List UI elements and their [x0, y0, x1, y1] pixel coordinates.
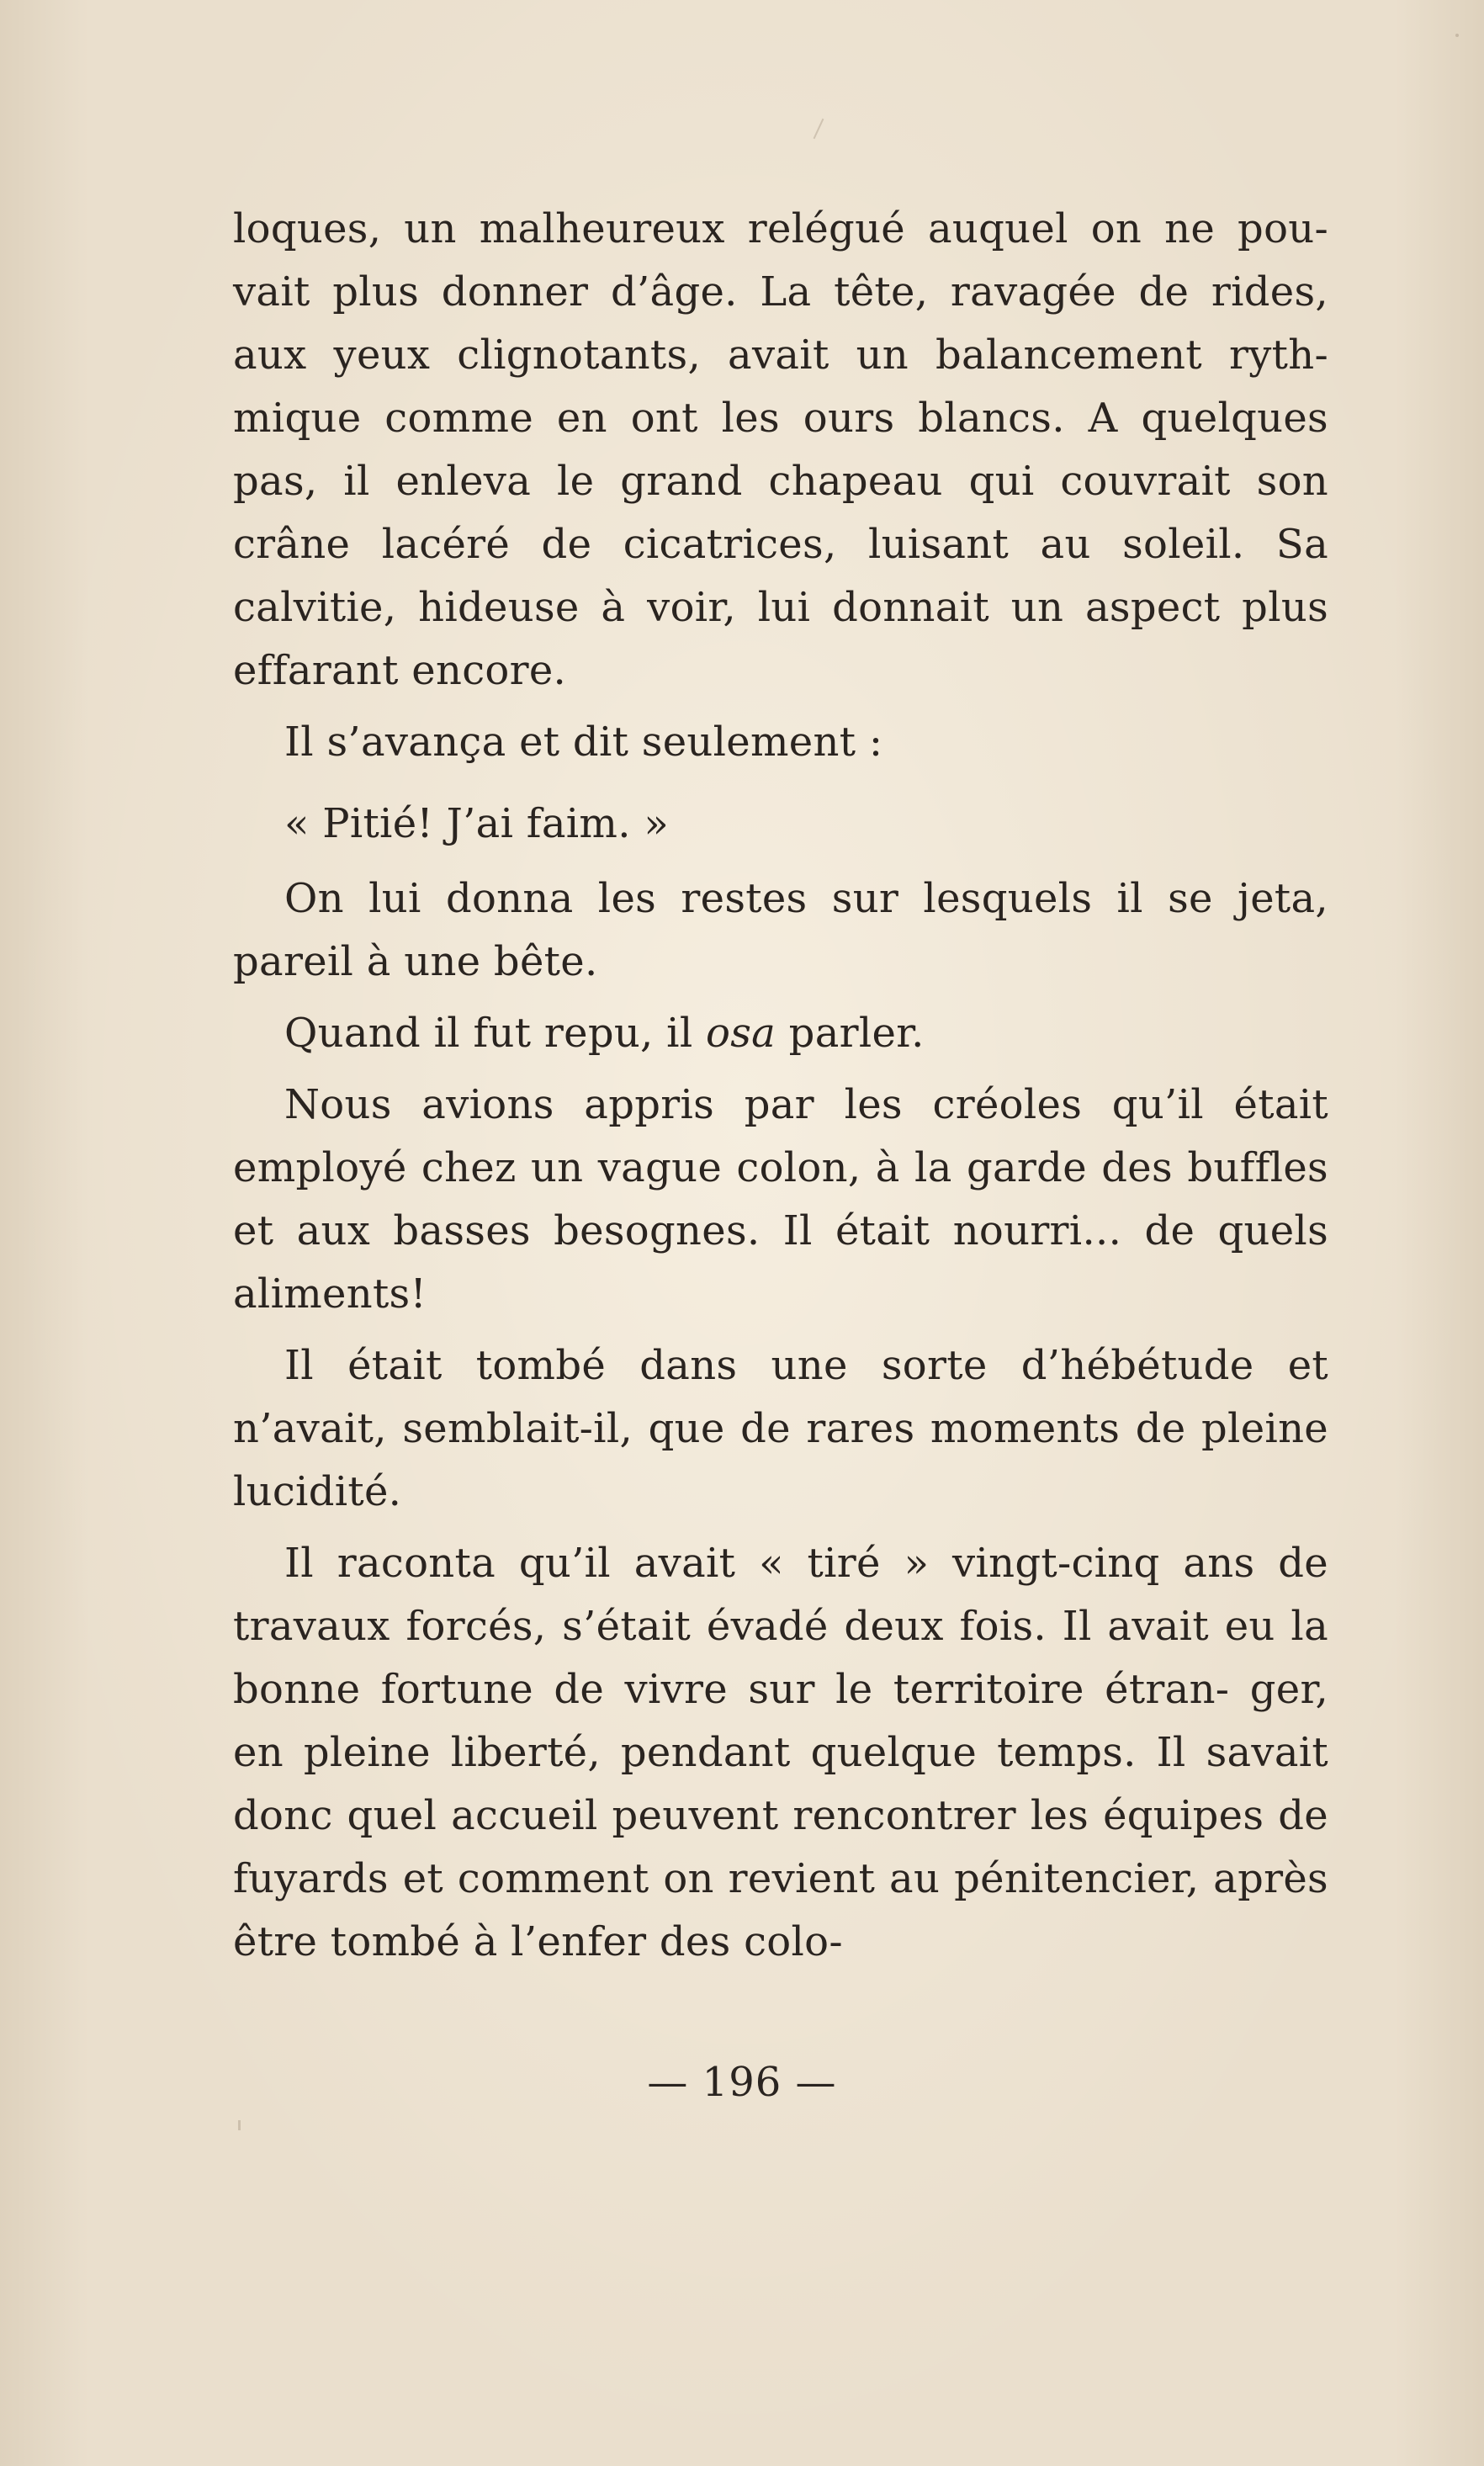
paper-speck	[1455, 34, 1459, 37]
quoted-speech	[233, 793, 1328, 856]
text-line: On lui donna les restes sur lesquels il se jeta,	[284, 875, 1328, 922]
paragraph-1	[233, 198, 1328, 703]
text-run: parler.	[776, 1010, 925, 1057]
paper-speck	[238, 2120, 241, 2130]
page-number: — 196 —	[647, 2059, 837, 2106]
text-line: crâne lacéré de cicatrices, luisant au soleil. Sa	[233, 521, 1328, 568]
text-line: vait plus donner d’âge. La tête, ravagée de rides,	[233, 268, 1328, 316]
text-line: effarant encore.	[233, 647, 567, 694]
text-line: travaux forcés, s’était évadé deux fois. Il avait eu	[233, 1603, 1275, 1650]
paragraph-4	[233, 867, 1328, 994]
text-line: employé chez un vague colon, à la garde des	[233, 1144, 1173, 1191]
text-line: Nous avions appris par les créoles qu’il était	[284, 1081, 1328, 1128]
paragraph-5	[233, 1002, 1328, 1065]
text-line: pas, il enleva le grand chapeau qui couvrait son	[233, 458, 1328, 505]
text-line: Il était tombé dans une sorte d’hébétude et	[284, 1342, 1328, 1389]
text-line: loques, un malheureux relégué auquel on ne pou-	[233, 205, 1328, 252]
text-line: de quels aliments!	[233, 1207, 1328, 1318]
text-line: savait donc quel accueil peuvent rencontrer les	[233, 1729, 1328, 1839]
text-line: pareil à une bête.	[233, 938, 598, 985]
text-line: n’avait, semblait-il, que de rares moments de	[233, 1405, 1186, 1452]
italic-word: osa	[706, 1010, 776, 1057]
body-text	[233, 198, 1328, 1974]
text-line: mique comme en ont les ours blancs. A quelques	[233, 395, 1328, 442]
text-line: la bonne fortune de vivre sur le territoire étran-	[233, 1603, 1328, 1713]
text-line: équipes de fuyards et comment on revient au	[233, 1792, 1328, 1902]
text-line: pleine lucidité.	[233, 1405, 1328, 1515]
text-line: calvitie, hideuse à voir, lui donnait un aspect plus	[233, 584, 1328, 631]
paragraph-6	[233, 1074, 1328, 1326]
paragraph-2	[233, 711, 1328, 774]
text-line: Il raconta qu’il avait « tiré » vingt-cinq ans de	[284, 1540, 1328, 1587]
text-line: ger, en pleine liberté, pendant quelque temps. Il	[233, 1666, 1328, 1776]
paragraph-7	[233, 1334, 1328, 1524]
text-line: aux yeux clignotants, avait un balancement ryth-	[233, 331, 1328, 379]
text-line: buffles et aux basses besognes. Il était nourri...	[233, 1144, 1328, 1254]
text-line: « Pitié! J’ai faim. »	[284, 800, 670, 847]
paper-speck	[814, 119, 824, 139]
paragraph-8	[233, 1532, 1328, 1974]
text-line: Il s’avança et dit seulement :	[284, 719, 883, 766]
text-run: Quand il fut repu, il	[284, 1010, 707, 1057]
text-line: pénitencier, après être tombé à l’enfer des colo-	[233, 1855, 1328, 1965]
